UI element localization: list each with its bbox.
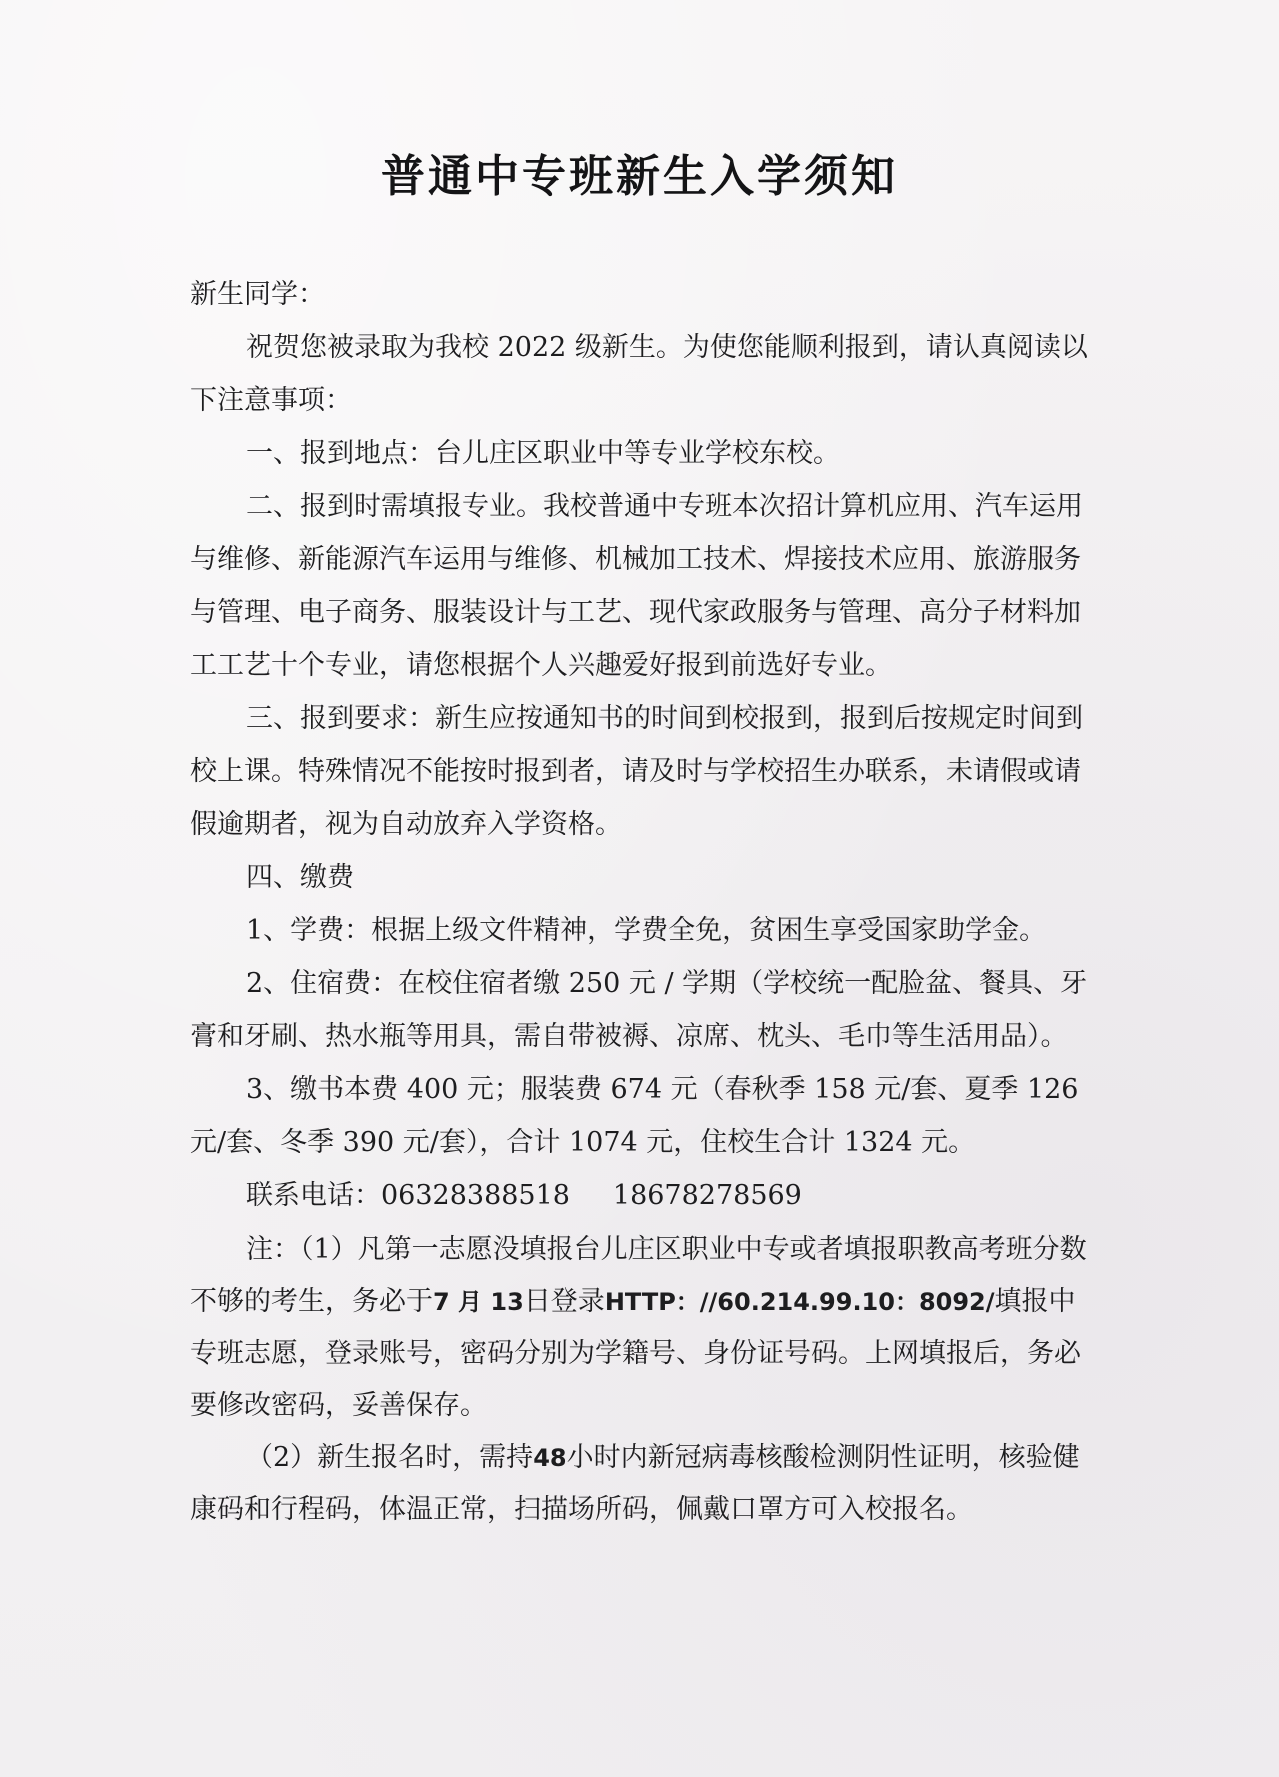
fee-books-uniform: 3、缴书本费 400 元；服装费 674 元（春秋季 158 元/套、夏季 126 元/套、冬季 390 元/套），合计 1074 元，住校生合计 1324 元。	[190, 1074, 1079, 1158]
contact-phone-2: 18678278569	[612, 1180, 802, 1211]
greeting: 新生同学：	[190, 279, 325, 310]
document-body	[190, 268, 1090, 1536]
note-2-text-a: （2）新生报名时，需持	[246, 1442, 534, 1473]
note-2-hours: 48	[533, 1444, 567, 1472]
document-title: 普通中专班新生入学须知	[381, 151, 898, 202]
contact-phone-1: 06328388518	[381, 1180, 570, 1211]
item-report-location: 一、报到地点：台儿庄区职业中等专业学校东校。	[246, 438, 840, 469]
note-1-date: 7 月 13	[433, 1288, 524, 1316]
item-fees-heading: 四、缴费	[246, 862, 354, 893]
note-1-text-a: 注：（1）凡第一志愿没填报台儿庄区职业中专或者填报职教高考班分数不够的考生，务必于	[190, 1234, 1087, 1317]
note-1-text-c: 填报中专班志愿，登录账号，密码分别为学籍号、身份证号码。上网填报后，务必要修改密码，妥善保存。	[190, 1286, 1081, 1421]
note-1-text-b: 日登录	[523, 1286, 605, 1317]
contact-label: 联系电话：	[246, 1180, 381, 1211]
intro-paragraph: 祝贺您被录取为我校 2022 级新生。为使您能顺利报到，请认真阅读以下注意事项：	[190, 332, 1088, 416]
note-1	[190, 1224, 1090, 1432]
item-report-requirements: 三、报到要求：新生应按通知书的时间到校报到，报到后按规定时间到校上课。特殊情况不能按时报到者，请及时与学校招生办联系，未请假或请假逾期者，视为自动放弃入学资格。	[190, 703, 1083, 840]
fee-tuition: 1、学费：根据上级文件精神，学费全免，贫困生享受国家助学金。	[246, 915, 1047, 946]
note-1-url: HTTP：//60.214.99.10：8092/	[604, 1288, 995, 1316]
contact-line	[190, 1169, 1090, 1222]
notes	[190, 1224, 1090, 1536]
note-2	[190, 1432, 1090, 1536]
fee-accommodation: 2、住宿费：在校住宿者缴 250 元 / 学期（学校统一配脸盆、餐具、牙膏和牙刷、热水瓶等用具，需自带被褥、凉席、枕头、毛巾等生活用品）。	[190, 968, 1088, 1052]
item-major-selection: 二、报到时需填报专业。我校普通中专班本次招计算机应用、汽车运用与维修、新能源汽车运用与维修、机械加工技术、焊接技术应用、旅游服务与管理、电子商务、服装设计与工艺、现代家政服务与管理、高分子材料加工工艺十个专业，请您根据个人兴趣爱好报到前选好专业。	[190, 491, 1083, 681]
note-2-text-b: 小时内新冠病毒核酸检测阴性证明，核验健康码和行程码，体温正常，扫描场所码，佩戴口罩方可入校报名。	[190, 1442, 1080, 1525]
